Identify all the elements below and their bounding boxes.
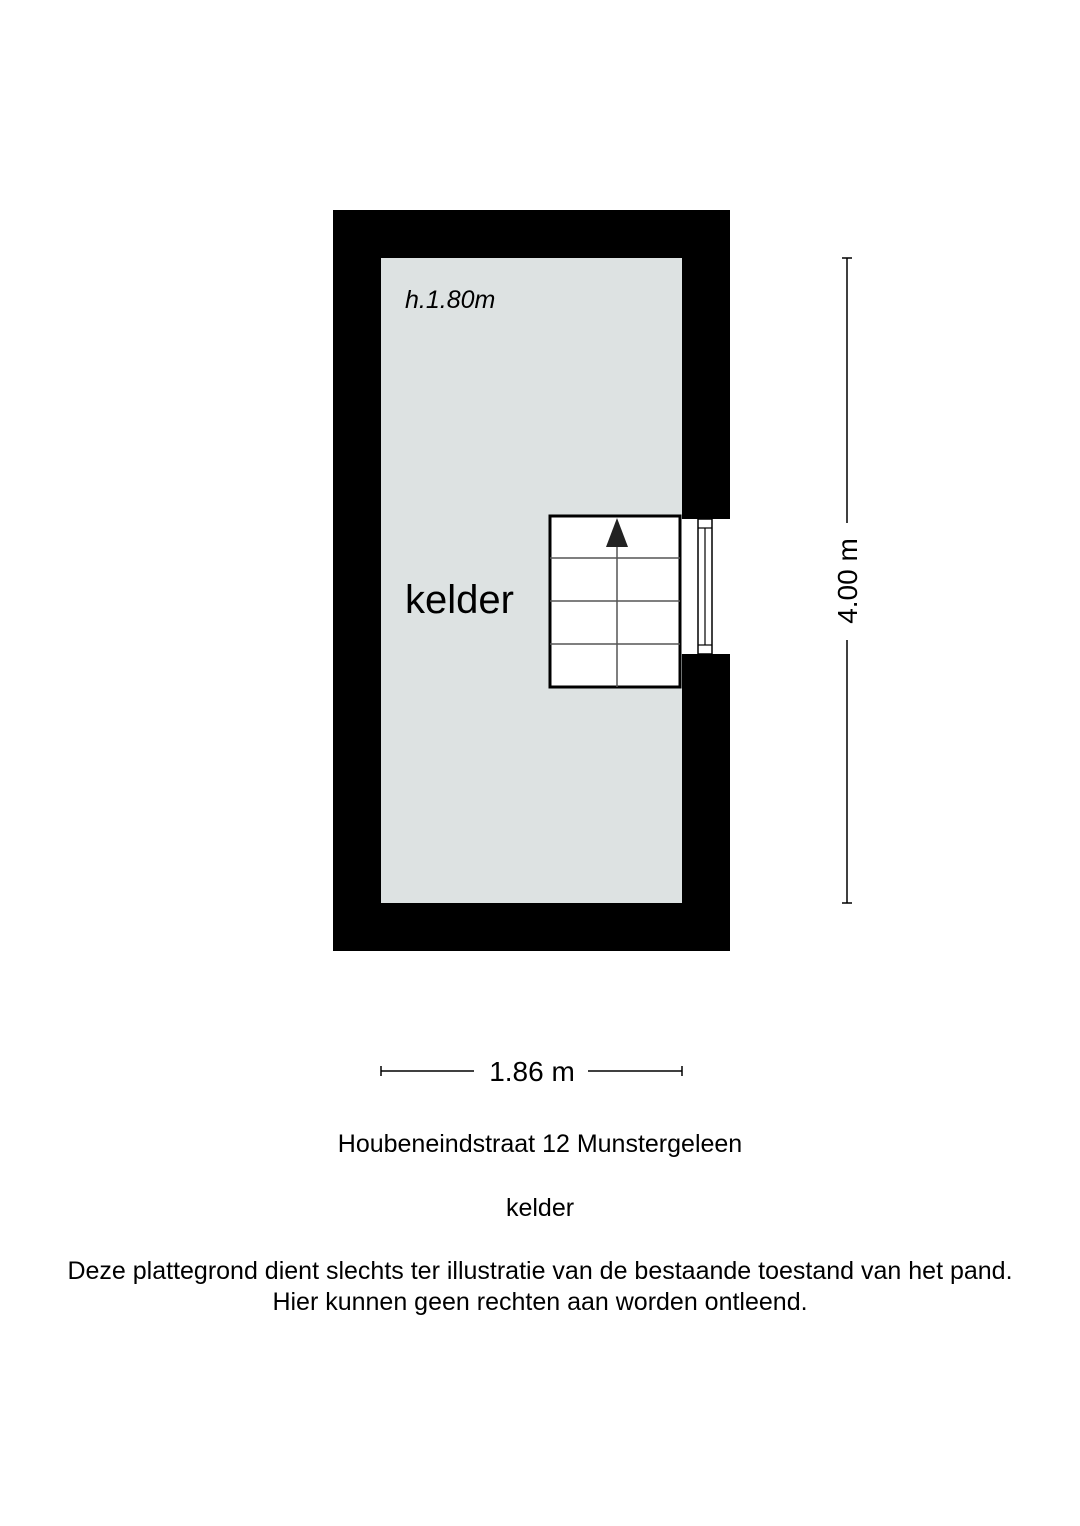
window xyxy=(698,519,712,654)
room-label: kelder xyxy=(405,578,514,622)
address-caption: Houbeneindstraat 12 Munstergeleen xyxy=(337,1130,743,1158)
dimension-horizontal-label: 1.86 m xyxy=(489,1056,575,1087)
dimension-vertical-label: 4.00 m xyxy=(832,538,863,624)
staircase xyxy=(550,516,680,687)
dimension-horizontal xyxy=(381,1056,682,1087)
disclaimer-line-1: Deze plattegrond dient slechts ter illustratie van de bestaande toestand van het pand. xyxy=(67,1257,1013,1285)
disclaimer-line-2: Hier kunnen geen rechten aan worden ontleend. xyxy=(272,1288,808,1316)
ceiling-height-label: h.1.80m xyxy=(405,286,496,314)
floor-caption: kelder xyxy=(505,1194,575,1222)
disclaimer xyxy=(0,1256,1080,1318)
dimension-vertical xyxy=(832,258,863,903)
